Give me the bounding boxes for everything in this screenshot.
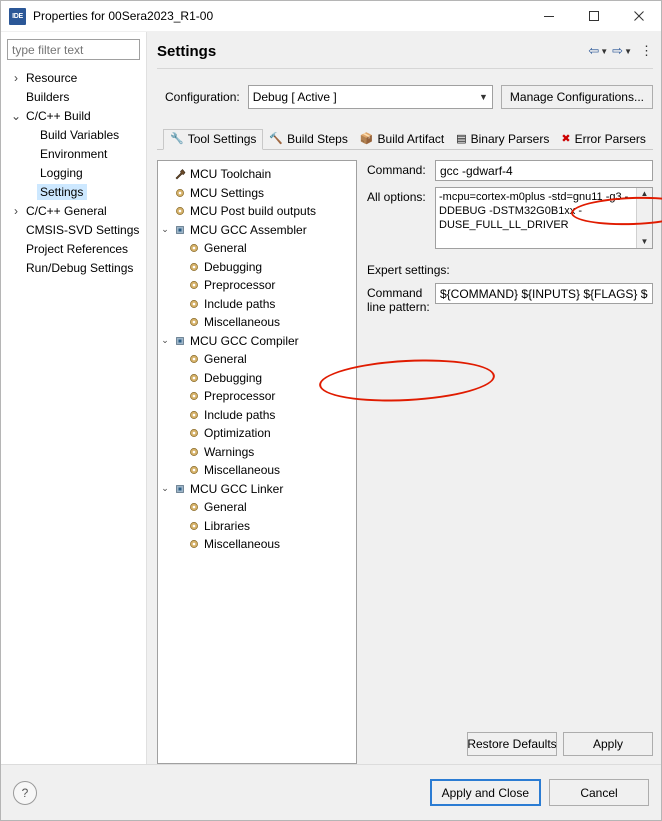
forward-button[interactable] [612,43,632,59]
option-linker-miscellaneous[interactable] [158,535,356,554]
option-label: Optimization [204,426,271,441]
binary-icon: ▤ [456,132,467,145]
settings-icon [172,187,187,199]
tab-binary-parsers[interactable] [450,130,555,149]
assembler-icon [172,224,187,236]
tab-label: Build Steps [287,132,348,146]
command-row [367,160,653,181]
option-compiler-debugging[interactable] [158,369,356,388]
page-icon [186,261,201,273]
page-icon [186,409,201,421]
all-options-scrollbar[interactable] [636,188,652,248]
option-assembler-debugging[interactable] [158,258,356,277]
all-options-row [367,187,653,249]
window-title: Properties for 00Sera2023_R1-00 [33,9,214,23]
title-bar [1,1,661,32]
nav-item-run-debug-settings[interactable] [7,258,140,277]
tab-label: Build Artifact [377,132,445,146]
option-mcu-gcc-compiler[interactable] [158,332,356,351]
nav-item-label: Resource [26,70,78,85]
option-assembler-preprocessor[interactable] [158,276,356,295]
configuration-select[interactable] [248,85,493,109]
option-label: General [204,352,247,367]
nav-item-environment[interactable] [7,144,140,163]
nav-item-label: C/C++ Build [26,108,91,123]
page-icon [186,279,201,291]
option-label: Debugging [204,259,263,274]
option-mcu-settings[interactable] [158,184,356,203]
tab-label: Tool Settings [187,132,257,146]
option-compiler-miscellaneous[interactable] [158,461,356,480]
menu-kebab-icon[interactable]: ⋮ [640,43,653,58]
page-icon [186,242,201,254]
chevron-down-icon[interactable]: ▼ [624,46,632,56]
nav-item-label: Builders [26,89,70,104]
header-tools [588,43,653,59]
manage-configurations-button[interactable]: Manage Configurations... [501,85,653,109]
apply-and-close-button[interactable]: Apply and Close [430,779,541,806]
chevron-down-icon[interactable]: ⌄ [10,108,22,123]
nav-item-label: CMSIS-SVD Settings [26,222,140,237]
back-arrow-icon: ⇦ [588,43,600,58]
command-input[interactable] [435,160,653,181]
option-linker-general[interactable] [158,498,356,517]
chevron-down-icon[interactable]: ⌄ [161,335,169,346]
expert-settings-label: Expert settings: [367,263,450,277]
nav-item-cpp-build[interactable] [7,106,140,125]
page-icon [186,298,201,310]
nav-item-label: Environment [40,146,108,161]
settings-buttons [467,732,653,756]
chevron-down-icon[interactable]: ▼ [478,92,488,102]
option-fields [365,160,653,764]
forward-arrow-icon: ⇨ [612,43,624,58]
tool-tabs [157,127,653,150]
option-mcu-gcc-linker[interactable] [158,480,356,499]
configuration-row [157,85,653,109]
page-title: Settings [157,42,217,60]
nav-item-settings[interactable] [7,182,140,201]
option-label: MCU Post build outputs [190,204,317,219]
option-mcu-toolchain[interactable] [158,165,356,184]
option-label: MCU GCC Compiler [190,333,299,348]
output-icon [172,205,187,217]
command-line-pattern-label [367,283,435,314]
nav-item-label: Settings [37,184,87,200]
option-label: Libraries [204,518,251,533]
option-label: Debugging [204,370,263,385]
page-icon [186,372,201,384]
all-options-value: -mcpu=cortex-m0plus -std=gnu11 -g3 -DDEBUG -DSTM32G0B1xx -DUSE_FULL_LL_DRIVER [439,191,629,231]
chevron-right-icon[interactable]: › [14,203,18,218]
option-compiler-preprocessor[interactable] [158,387,356,406]
option-mcu-gcc-assembler[interactable] [158,221,356,240]
option-label: Include paths [204,407,276,422]
option-label: Preprocessor [204,389,276,404]
option-label: MCU Toolchain [190,167,272,182]
footer-buttons [430,779,649,806]
chevron-right-icon[interactable]: › [14,70,18,85]
page-icon [186,353,201,365]
tool-option-tree[interactable] [157,160,357,764]
header-divider [157,68,653,69]
nav-pane [1,32,147,764]
window-controls [526,1,661,31]
tab-build-steps[interactable] [263,130,353,149]
nav-item-label: Project References [26,241,129,256]
option-compiler-optimization[interactable] [158,424,356,443]
nav-item-label: C/C++ General [26,203,107,218]
page-icon [186,501,201,513]
minimize-icon[interactable] [526,1,571,31]
option-compiler-include-paths[interactable] [158,406,356,425]
nav-item-build-variables[interactable] [7,125,140,144]
configuration-label: Configuration: [165,90,240,104]
page-icon [186,446,201,458]
settings-pane [147,32,661,764]
all-options-box[interactable] [435,187,653,249]
option-assembler-miscellaneous[interactable] [158,313,356,332]
option-label: General [204,241,247,256]
close-icon[interactable] [616,1,661,31]
tab-build-artifact[interactable] [354,130,450,149]
apply-button[interactable]: Apply [563,732,653,756]
page-icon [186,538,201,550]
dialog-body [1,32,661,764]
error-icon: ✖ [561,132,571,145]
option-label: MCU GCC Assembler [190,222,307,237]
filter-input[interactable] [7,39,140,60]
nav-item-resource[interactable] [7,68,140,87]
page-icon [186,520,201,532]
chevron-down-icon[interactable]: ▼ [600,46,609,56]
option-label: Warnings [204,444,255,459]
nav-item-label: Build Variables [40,127,120,142]
tab-error-parsers[interactable] [555,130,652,149]
option-compiler-warnings[interactable] [158,443,356,462]
tab-tool-settings[interactable] [163,129,263,150]
app-icon: IDE [9,8,26,25]
configuration-value: Debug [ Active ] [252,90,337,104]
option-assembler-include-paths[interactable] [158,295,356,314]
maximize-icon[interactable] [571,1,616,31]
nav-item-logging[interactable] [7,163,140,182]
linker-icon [172,483,187,495]
command-label: Command: [367,163,426,177]
artifact-icon: 📦 [359,132,374,145]
chevron-down-icon[interactable]: ⌄ [161,224,169,235]
nav-item-label: Logging [40,165,83,180]
toolchain-icon [172,168,187,180]
option-linker-libraries[interactable] [158,517,356,536]
pattern-label-line1: Command [367,286,423,300]
page-icon [186,316,201,328]
tool-settings-content [157,150,653,764]
tab-label: Error Parsers [574,132,646,146]
nav-item-builders[interactable] [7,87,140,106]
chevron-down-icon[interactable]: ⌄ [161,483,169,494]
cancel-button[interactable]: Cancel [549,779,649,806]
option-label: MCU Settings [190,185,265,200]
nav-item-label: Run/Debug Settings [26,260,134,275]
compiler-icon [172,335,187,347]
command-line-pattern-row [367,283,653,314]
option-assembler-general[interactable] [158,239,356,258]
page-icon [186,427,201,439]
nav-item-cmsis-svd-settings[interactable] [7,220,140,239]
page-icon [186,464,201,476]
nav-item-cpp-general[interactable] [7,201,140,220]
option-compiler-general[interactable] [158,350,356,369]
option-label: Include paths [204,296,276,311]
option-label: Miscellaneous [204,537,281,552]
all-options-label: All options: [367,190,426,204]
tab-label: Binary Parsers [470,132,550,146]
pattern-label-line2: line pattern: [367,300,430,314]
build-icon: 🔨 [269,132,284,145]
nav-item-project-references[interactable] [7,239,140,258]
dialog-footer [1,764,661,820]
scroll-down-icon[interactable]: ▼ [640,237,649,246]
help-icon[interactable]: ? [13,781,37,805]
nav-tree [7,68,140,764]
page-icon [186,390,201,402]
settings-header [157,38,653,64]
scroll-up-icon[interactable]: ▲ [640,189,649,198]
wrench-icon: 🔧 [170,132,184,145]
option-label: Miscellaneous [204,463,281,478]
option-label: MCU GCC Linker [190,481,284,496]
option-label: Miscellaneous [204,315,281,330]
option-mcu-post-build-outputs[interactable] [158,202,356,221]
option-label: General [204,500,247,515]
back-button[interactable] [588,43,608,59]
command-line-pattern-input[interactable] [435,283,653,304]
option-label: Preprocessor [204,278,276,293]
restore-defaults-button[interactable]: Restore Defaults [467,732,557,756]
